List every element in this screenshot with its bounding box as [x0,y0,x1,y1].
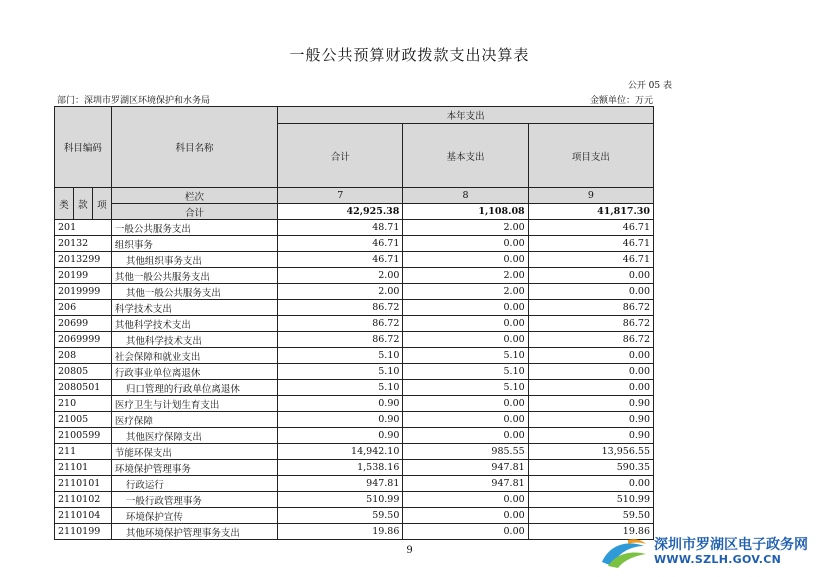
table-row [55,380,654,396]
project-amount-cell: 0.00 [528,476,653,492]
header-subject-name: 科目名称 [111,107,277,188]
basic-amount-cell: 0.00 [403,316,528,332]
subject-code-cell: 206 [55,300,112,316]
form-code: 公开 05 表 [627,81,672,91]
table-row [55,268,654,284]
page-title: 一般公共预算财政拨款支出决算表 [289,46,530,64]
header-project: 项目支出 [528,124,653,188]
table-row [55,396,654,412]
subject-name-cell: 节能环保支出 [111,444,277,460]
basic-amount-cell: 2.00 [403,220,528,236]
project-amount-cell: 0.00 [528,284,653,300]
expenditure-table [54,106,654,540]
header-subject-code: 科目编码 [55,107,112,188]
project-amount-cell: 0.00 [528,268,653,284]
header-basic: 基本支出 [403,124,528,188]
header-current-year: 本年支出 [278,107,654,124]
basic-amount-cell: 947.81 [403,476,528,492]
subject-name-cell: 其他科学技术支出 [111,316,277,332]
project-amount-cell: 590.35 [528,460,653,476]
basic-amount-cell: 2.00 [403,284,528,300]
total-amount-cell: 5.10 [278,364,403,380]
table-row [55,460,654,476]
project-amount-cell: 46.71 [528,252,653,268]
szlh-logo [598,530,818,574]
project-amount-cell: 19.86 [528,524,653,540]
total-amount-cell: 1,538.16 [278,460,403,476]
department-label: 部门：深圳市罗湖区环境保护和水务局 [57,96,211,106]
table-row [55,252,654,268]
table-row [55,300,654,316]
project-amount-cell: 0.90 [528,396,653,412]
table-row [55,508,654,524]
subject-name-cell: 环境保护管理事务 [111,460,277,476]
table-row [55,364,654,380]
total-amount-cell: 5.10 [278,380,403,396]
subject-code-cell: 20805 [55,364,112,380]
subject-code-cell: 2100599 [55,428,112,444]
page-number: 9 [406,545,413,556]
subject-code-cell: 20132 [55,236,112,252]
column-number-9: 9 [528,188,653,204]
logo-title-cn: 深圳市罗湖区电子政务网 [654,537,808,553]
total-amount-cell: 19.86 [278,524,403,540]
subject-code-cell: 201 [55,220,112,236]
total-amount-cell: 86.72 [278,316,403,332]
subject-code-cell: 2110101 [55,476,112,492]
basic-amount-cell: 985.55 [403,444,528,460]
subject-name-cell: 医疗卫生与计划生育支出 [111,396,277,412]
header-xiang: 项 [92,188,111,220]
subject-name-cell: 归口管理的行政单位离退休 [111,380,277,396]
basic-amount-cell: 5.10 [403,364,528,380]
table-row [55,332,654,348]
table-row [55,476,654,492]
subject-name-cell: 行政事业单位离退休 [111,364,277,380]
basic-amount-cell: 2.00 [403,268,528,284]
total-amount-cell: 0.90 [278,412,403,428]
header-total: 合计 [278,124,403,188]
subject-name-cell: 环境保护宣传 [111,508,277,524]
basic-amount-cell: 5.10 [403,348,528,364]
subject-code-cell: 211 [55,444,112,460]
subject-name-cell: 其他组织事务支出 [111,252,277,268]
subject-code-cell: 2013299 [55,252,112,268]
subject-code-cell: 2110104 [55,508,112,524]
basic-amount-cell: 947.81 [403,460,528,476]
unit-label: 金额单位：万元 [589,96,653,106]
subject-name-cell: 一般行政管理事务 [111,492,277,508]
total-amount-cell: 947.81 [278,476,403,492]
column-number-7: 7 [278,188,403,204]
sum-basic: 1,108.08 [403,204,528,220]
header-kuan: 款 [73,188,92,220]
basic-amount-cell: 5.10 [403,380,528,396]
total-amount-cell: 86.72 [278,300,403,316]
sum-project: 41,817.30 [528,204,653,220]
basic-amount-cell: 0.00 [403,252,528,268]
project-amount-cell: 46.71 [528,236,653,252]
basic-amount-cell: 0.00 [403,412,528,428]
total-amount-cell: 0.90 [278,428,403,444]
basic-amount-cell: 0.00 [403,236,528,252]
subject-name-cell: 组织事务 [111,236,277,252]
project-amount-cell: 86.72 [528,300,653,316]
subject-name-cell: 其他一般公共服务支出 [111,284,277,300]
subject-name-cell: 一般公共服务支出 [111,220,277,236]
total-amount-cell: 86.72 [278,332,403,348]
subject-code-cell: 208 [55,348,112,364]
basic-amount-cell: 0.00 [403,508,528,524]
subject-code-cell: 21101 [55,460,112,476]
table-row [55,284,654,300]
table-body [55,220,654,540]
total-amount-cell: 510.99 [278,492,403,508]
header-lei: 类 [55,188,74,220]
total-amount-cell: 46.71 [278,252,403,268]
subject-code-cell: 210 [55,396,112,412]
subject-name-cell: 其他科学技术支出 [111,332,277,348]
table-row [55,236,654,252]
subject-name-cell: 其他一般公共服务支出 [111,268,277,284]
project-amount-cell: 0.00 [528,364,653,380]
table-row [55,412,654,428]
basic-amount-cell: 0.00 [403,396,528,412]
basic-amount-cell: 0.00 [403,524,528,540]
total-amount-cell: 0.90 [278,396,403,412]
subject-code-cell: 2069999 [55,332,112,348]
total-amount-cell: 2.00 [278,284,403,300]
logo-emblem-icon [598,536,650,570]
subject-code-cell: 20699 [55,316,112,332]
project-amount-cell: 86.72 [528,316,653,332]
total-amount-cell: 48.71 [278,220,403,236]
total-amount-cell: 2.00 [278,268,403,284]
sum-label: 合计 [111,204,277,220]
project-amount-cell: 46.71 [528,220,653,236]
table-row [55,316,654,332]
total-amount-cell: 59.50 [278,508,403,524]
table-row [55,444,654,460]
subject-code-cell: 2080501 [55,380,112,396]
basic-amount-cell: 0.00 [403,492,528,508]
subject-code-cell: 2110199 [55,524,112,540]
sum-total: 42,925.38 [278,204,403,220]
project-amount-cell: 0.00 [528,348,653,364]
subject-code-cell: 21005 [55,412,112,428]
column-number-8: 8 [403,188,528,204]
subject-name-cell: 行政运行 [111,476,277,492]
basic-amount-cell: 0.00 [403,332,528,348]
subject-code-cell: 2019999 [55,284,112,300]
subject-name-cell: 其他医疗保障支出 [111,428,277,444]
basic-amount-cell: 0.00 [403,428,528,444]
subject-name-cell: 医疗保障 [111,412,277,428]
table-row [55,524,654,540]
subject-name-cell: 其他环境保护管理事务支出 [111,524,277,540]
total-amount-cell: 14,942.10 [278,444,403,460]
basic-amount-cell: 0.00 [403,300,528,316]
header-column-order: 栏次 [111,188,277,204]
logo-url: WWW.SZLH.GOV.CN [654,553,782,566]
subject-code-cell: 2110102 [55,492,112,508]
total-amount-cell: 5.10 [278,348,403,364]
project-amount-cell: 0.90 [528,428,653,444]
project-amount-cell: 59.50 [528,508,653,524]
project-amount-cell: 510.99 [528,492,653,508]
table-row [55,348,654,364]
project-amount-cell: 86.72 [528,332,653,348]
table-row [55,492,654,508]
total-amount-cell: 46.71 [278,236,403,252]
project-amount-cell: 13,956.55 [528,444,653,460]
subject-code-cell: 20199 [55,268,112,284]
table-row [55,428,654,444]
subject-name-cell: 科学技术支出 [111,300,277,316]
table-row [55,220,654,236]
project-amount-cell: 0.00 [528,380,653,396]
project-amount-cell: 0.90 [528,412,653,428]
subject-name-cell: 社会保障和就业支出 [111,348,277,364]
